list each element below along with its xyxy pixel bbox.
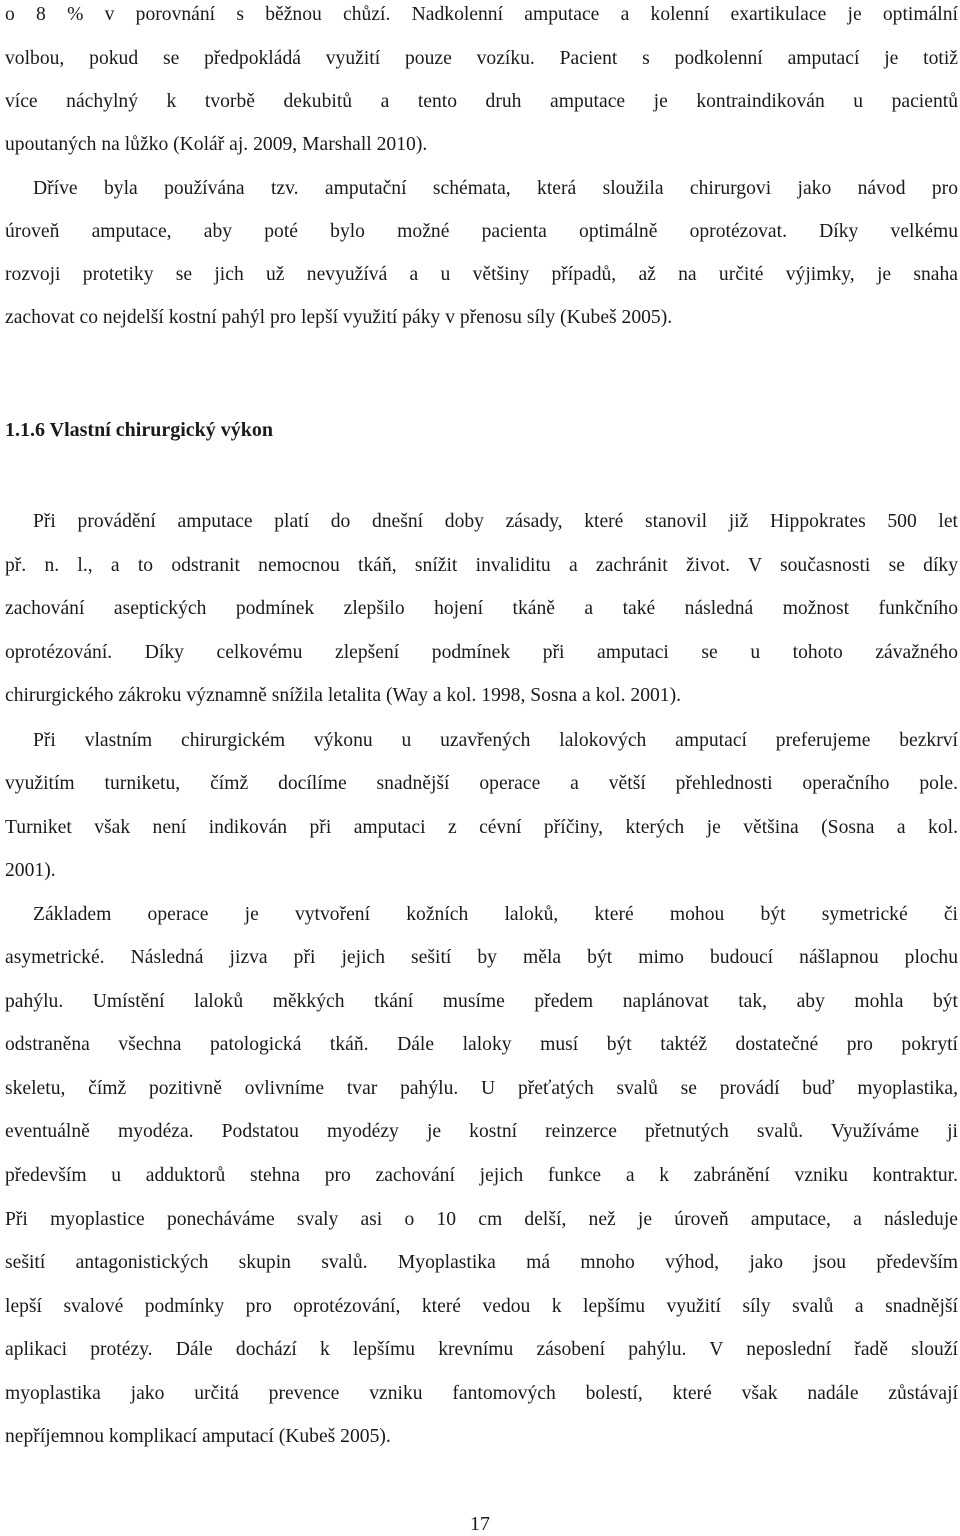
text-line: aplikaci protézy. Dále dochází k lepšímu krevnímu zásobení pahýlu. V neposlední řadě slouží <box>5 1339 958 1360</box>
text-line: myoplastika jako určitá prevence vzniku fantomových bolestí, které však nadále zůstávají <box>5 1383 958 1404</box>
text-line: úroveň amputace, aby poté bylo možné pacienta optimálně oprotézovat. Díky velkému <box>5 221 958 242</box>
text-line: zachovat co nejdelší kostní pahýl pro lepší využití páky v přenosu síly (Kubeš 2005). <box>5 307 673 328</box>
text-line: Při vlastním chirurgickém výkonu u uzavřených lalokových amputací preferujeme bezkrví <box>33 730 958 751</box>
section-heading: 1.1.6 Vlastní chirurgický výkon <box>5 419 273 441</box>
text-line: lepší svalové podmínky pro oprotézování, které vedou k lepšímu využití síly svalů a snadnější <box>5 1296 958 1317</box>
text-line: Při myoplastice ponecháváme svaly asi o 10 cm delší, než je úroveň amputace, a následuje <box>5 1209 958 1230</box>
text-line: pahýlu. Umístění laloků měkkých tkání musíme předem naplánovat tak, aby mohla být <box>5 991 958 1012</box>
text-line: Při provádění amputace platí do dnešní doby zásady, které stanovil již Hippokrates 500 let <box>33 511 958 532</box>
text-line: Dříve byla používána tzv. amputační schémata, která sloužila chirurgovi jako návod pro <box>33 178 958 199</box>
text-line: využitím turniketu, čímž docílíme snadnější operace a větší přehlednosti operačního pole. <box>5 773 958 794</box>
text-line: upoutaných na lůžko (Kolář aj. 2009, Marshall 2010). <box>5 134 428 155</box>
text-line: př. n. l., a to odstranit nemocnou tkáň, snížit invaliditu a zachránit život. V současnosti se díky <box>5 555 958 576</box>
text-line: asymetrické. Následná jizva při jejich sešití by měla být mimo budoucí nášlapnou plochu <box>5 947 958 968</box>
text-line: odstraněna všechna patologická tkáň. Dále laloky musí být taktéž dostatečné pro pokrytí <box>5 1034 958 1055</box>
text-line: zachování aseptických podmínek zlepšilo hojení tkáně a také následná možnost funkčního <box>5 598 958 619</box>
text-line: nepříjemnou komplikací amputací (Kubeš 2005). <box>5 1426 391 1447</box>
text-line: eventuálně myodéza. Podstatou myodézy je kostní reinzerce přetnutých svalů. Využíváme ji <box>5 1121 958 1142</box>
text-line: sešití antagonistických skupin svalů. Myoplastika má mnoho výhod, jako jsou především <box>5 1252 958 1273</box>
text-line: Základem operace je vytvoření kožních laloků, které mohou být symetrické či <box>33 904 958 925</box>
text-line: Turniket však není indikován při amputaci z cévní příčiny, kterých je většina (Sosna a kol. <box>5 817 958 838</box>
text-line: oprotézování. Díky celkovému zlepšení podmínek při amputaci se u tohoto závažného <box>5 642 958 663</box>
text-line: 2001). <box>5 860 56 881</box>
text-line: rozvoji protetiky se jich už nevyužívá a u většiny případů, až na určité výjimky, je snaha <box>5 264 958 285</box>
text-line: více náchylný k tvorbě dekubitů a tento druh amputace je kontraindikován u pacientů <box>5 91 958 112</box>
text-line: skeletu, čímž pozitivně ovlivníme tvar pahýlu. U přeťatých svalů se provádí buď myoplastika, <box>5 1078 958 1099</box>
text-line: o 8 % v porovnání s běžnou chůzí. Nadkolenní amputace a kolenní exartikulace je optimální <box>5 4 958 25</box>
text-line: především u adduktorů stehna pro zachování jejich funkce a k zabránění vzniku kontraktur. <box>5 1165 958 1186</box>
text-line: chirurgického zákroku významně snížila letalita (Way a kol. 1998, Sosna a kol. 2001). <box>5 685 682 706</box>
text-line: volbou, pokud se předpokládá využití pouze vozíku. Pacient s podkolenní amputací je totiž <box>5 48 958 69</box>
page-number: 17 <box>470 1513 490 1535</box>
